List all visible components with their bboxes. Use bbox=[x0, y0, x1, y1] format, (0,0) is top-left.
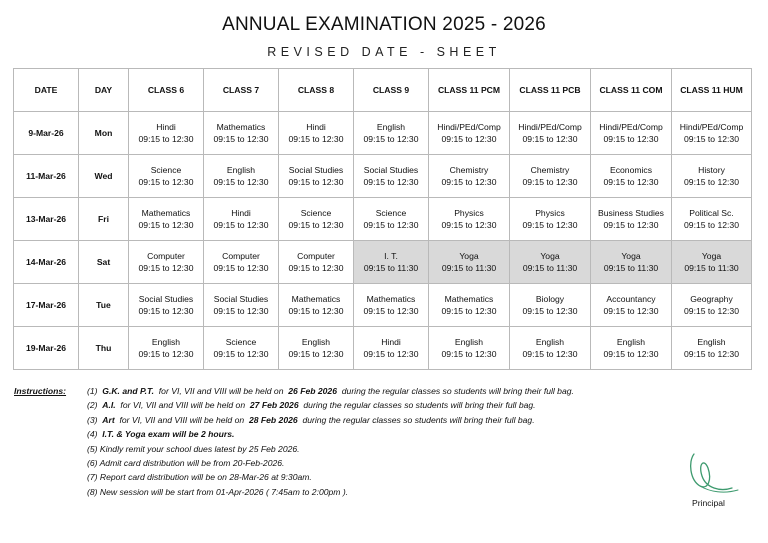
instruction-text: (8) New session will be start from 01-Apr-2026 ( 7:45am to 2:00pm ). bbox=[87, 486, 349, 497]
exam-time: 09:15 to 11:30 bbox=[603, 263, 659, 273]
date-cell: 14-Mar-26 bbox=[14, 241, 79, 284]
exam-time: 09:15 to 12:30 bbox=[288, 349, 344, 359]
exam-subject: English bbox=[454, 337, 484, 347]
exam-cell bbox=[204, 284, 279, 327]
exam-subject: Yoga bbox=[540, 251, 560, 261]
exam-cell bbox=[129, 155, 204, 198]
exam-subject: Social Studies bbox=[363, 165, 419, 175]
instruction-item bbox=[87, 398, 687, 412]
exam-subject: Biology bbox=[535, 294, 565, 304]
exam-subject: Mathematics bbox=[216, 122, 266, 132]
table-row bbox=[14, 327, 752, 370]
instruction-text: for VI, VII and VIII will be held on bbox=[115, 400, 250, 411]
exam-time: 09:15 to 11:30 bbox=[522, 263, 578, 273]
exam-time: 09:15 to 12:30 bbox=[213, 134, 269, 144]
exam-time: 09:15 to 12:30 bbox=[684, 177, 739, 187]
exam-cell bbox=[129, 198, 204, 241]
exam-cell bbox=[129, 112, 204, 155]
exam-subject: Accountancy bbox=[606, 294, 656, 304]
exam-time: 09:15 to 12:30 bbox=[603, 220, 659, 230]
exam-time: 09:15 to 12:30 bbox=[363, 134, 419, 144]
column-header: CLASS 8 bbox=[279, 69, 354, 112]
exam-cell bbox=[354, 284, 429, 327]
exam-cell bbox=[129, 284, 204, 327]
exam-time: 09:15 to 12:30 bbox=[288, 306, 344, 316]
exam-cell bbox=[279, 112, 354, 155]
exam-subject: Social Studies bbox=[213, 294, 269, 304]
exam-subject: Physics bbox=[535, 208, 565, 218]
exam-subject: Science bbox=[150, 165, 182, 175]
instruction-text: (2) bbox=[87, 400, 103, 411]
column-header: CLASS 7 bbox=[204, 69, 279, 112]
exam-subject: Business Studies bbox=[598, 208, 664, 218]
exam-cell bbox=[429, 198, 510, 241]
exam-time: 09:15 to 12:30 bbox=[288, 220, 344, 230]
column-header: DAY bbox=[79, 69, 129, 112]
exam-time: 09:15 to 12:30 bbox=[213, 349, 269, 359]
exam-cell bbox=[204, 155, 279, 198]
exam-time: 09:15 to 12:30 bbox=[138, 306, 194, 316]
exam-subject: History bbox=[698, 165, 725, 175]
instruction-item bbox=[87, 413, 687, 427]
instruction-item bbox=[87, 456, 687, 470]
exam-time: 09:15 to 12:30 bbox=[441, 349, 497, 359]
exam-cell bbox=[672, 155, 752, 198]
exam-subject: Science bbox=[225, 337, 257, 347]
instruction-item bbox=[87, 442, 687, 456]
instruction-text: (7) Report card distribution will be on 28-Mar-26 at 9:30am. bbox=[87, 472, 312, 483]
exam-cell bbox=[591, 241, 672, 284]
instruction-item bbox=[87, 384, 687, 398]
exam-subject: Yoga bbox=[701, 251, 722, 261]
day-cell: Mon bbox=[79, 112, 129, 155]
instruction-emphasis: A.I. bbox=[102, 400, 116, 411]
exam-cell bbox=[129, 327, 204, 370]
exam-subject: Hindi/PEd/Comp bbox=[679, 122, 744, 132]
exam-subject: Mathematics bbox=[444, 294, 494, 304]
exam-subject: Hindi/PEd/Comp bbox=[437, 122, 501, 132]
exam-time: 09:15 to 12:30 bbox=[684, 220, 739, 230]
instruction-emphasis: 27 Feb 2026 bbox=[249, 400, 299, 411]
exam-time: 09:15 to 12:30 bbox=[138, 349, 194, 359]
exam-subject: Social Studies bbox=[138, 294, 194, 304]
table-row bbox=[14, 155, 752, 198]
column-header: CLASS 11 COM bbox=[591, 69, 672, 112]
exam-subject: English bbox=[697, 337, 726, 347]
exam-time: 09:15 to 12:30 bbox=[684, 349, 739, 359]
day-cell: Wed bbox=[79, 155, 129, 198]
instruction-item bbox=[87, 470, 687, 484]
exam-time: 09:15 to 12:30 bbox=[441, 306, 497, 316]
exam-subject: Hindi/PEd/Comp bbox=[599, 122, 663, 132]
exam-cell bbox=[672, 198, 752, 241]
exam-time: 09:15 to 12:30 bbox=[603, 177, 659, 187]
page-subtitle: REVISED DATE - SHEET bbox=[267, 45, 501, 59]
exam-cell bbox=[591, 155, 672, 198]
instruction-text: during the regular classes so students will bring their full bag. bbox=[298, 400, 536, 411]
date-cell: 13-Mar-26 bbox=[14, 198, 79, 241]
exam-cell bbox=[591, 327, 672, 370]
column-header: CLASS 9 bbox=[354, 69, 429, 112]
exam-subject: English bbox=[376, 122, 406, 132]
instruction-emphasis: G.K. and P.T. bbox=[102, 386, 155, 396]
exam-subject: Economics bbox=[609, 165, 653, 175]
exam-subject: Hindi bbox=[306, 122, 326, 132]
instruction-text: (5) Kindly remit your school dues latest by 25 Feb 2026. bbox=[87, 443, 300, 454]
exam-cell bbox=[672, 112, 752, 155]
principal-signature bbox=[680, 450, 744, 496]
column-header: CLASS 6 bbox=[129, 69, 204, 112]
exam-time: 09:15 to 12:30 bbox=[603, 349, 659, 359]
exam-subject: Social Studies bbox=[288, 165, 344, 175]
exam-cell bbox=[510, 327, 591, 370]
exam-subject: Geography bbox=[690, 294, 733, 304]
day-cell: Sat bbox=[79, 241, 129, 284]
exam-cell bbox=[672, 241, 752, 284]
date-cell: 11-Mar-26 bbox=[14, 155, 79, 198]
instruction-text: during the regular classes so students will bring their full bag. bbox=[297, 414, 535, 425]
instruction-text: (1) bbox=[87, 386, 103, 396]
exam-time: 09:15 to 12:30 bbox=[522, 349, 578, 359]
exam-time: 09:15 to 12:30 bbox=[522, 134, 578, 144]
exam-cell bbox=[429, 155, 510, 198]
exam-cell bbox=[510, 284, 591, 327]
date-sheet-table bbox=[13, 68, 752, 370]
exam-subject: English bbox=[151, 337, 181, 347]
exam-cell bbox=[672, 284, 752, 327]
instruction-emphasis: 26 Feb 2026 bbox=[288, 386, 337, 396]
exam-time: 09:15 to 11:30 bbox=[441, 263, 497, 273]
exam-time: 09:15 to 12:30 bbox=[684, 306, 739, 316]
exam-cell bbox=[204, 112, 279, 155]
exam-cell bbox=[429, 284, 510, 327]
instruction-text: (6) Admit card distribution will be from 20-Feb-2026. bbox=[87, 458, 285, 469]
instruction-emphasis: I.T. & Yoga exam will be 2 hours. bbox=[102, 429, 235, 440]
exam-cell bbox=[591, 112, 672, 155]
date-cell: 9-Mar-26 bbox=[14, 112, 79, 155]
exam-cell bbox=[279, 327, 354, 370]
day-cell: Fri bbox=[79, 198, 129, 241]
exam-subject: Computer bbox=[147, 251, 185, 261]
exam-subject: English bbox=[535, 337, 565, 347]
exam-subject: Hindi bbox=[381, 337, 401, 347]
exam-time: 09:15 to 12:30 bbox=[522, 306, 578, 316]
exam-subject: Science bbox=[375, 208, 407, 218]
exam-time: 09:15 to 12:30 bbox=[363, 349, 419, 359]
exam-time: 09:15 to 12:30 bbox=[213, 177, 269, 187]
exam-time: 09:15 to 12:30 bbox=[363, 220, 419, 230]
exam-time: 09:15 to 12:30 bbox=[288, 177, 344, 187]
exam-time: 09:15 to 12:30 bbox=[138, 220, 194, 230]
exam-subject: English bbox=[301, 337, 331, 347]
exam-cell bbox=[429, 327, 510, 370]
exam-time: 09:15 to 12:30 bbox=[138, 177, 194, 187]
exam-subject: Physics bbox=[454, 208, 484, 218]
exam-cell bbox=[204, 327, 279, 370]
day-cell: Thu bbox=[79, 327, 129, 370]
column-header: DATE bbox=[14, 69, 79, 112]
column-header: CLASS 11 HUM bbox=[672, 69, 752, 112]
instructions-label: Instructions: bbox=[14, 386, 67, 396]
exam-time: 09:15 to 12:30 bbox=[213, 263, 269, 273]
exam-time: 09:15 to 12:30 bbox=[288, 134, 344, 144]
exam-subject: Political Sc. bbox=[689, 208, 734, 218]
column-header: CLASS 11 PCM bbox=[429, 69, 510, 112]
exam-cell bbox=[129, 241, 204, 284]
exam-subject: Yoga bbox=[621, 251, 641, 261]
table-row bbox=[14, 198, 752, 241]
instruction-text: (4) bbox=[87, 429, 103, 440]
exam-subject: Hindi/PEd/Comp bbox=[518, 122, 582, 132]
exam-time: 09:15 to 12:30 bbox=[138, 134, 194, 144]
exam-time: 09:15 to 12:30 bbox=[522, 177, 578, 187]
exam-time: 09:15 to 11:30 bbox=[363, 263, 419, 273]
exam-cell bbox=[354, 198, 429, 241]
exam-cell bbox=[429, 241, 510, 284]
exam-subject: Mathematics bbox=[291, 294, 341, 304]
exam-subject: Hindi bbox=[231, 208, 251, 218]
exam-subject: Chemistry bbox=[449, 165, 489, 175]
table-row bbox=[14, 241, 752, 284]
exam-subject: Science bbox=[300, 208, 332, 218]
exam-subject: English bbox=[616, 337, 646, 347]
exam-subject: Chemistry bbox=[530, 165, 570, 175]
exam-cell bbox=[429, 112, 510, 155]
instructions-list bbox=[87, 384, 687, 499]
exam-time: 09:15 to 12:30 bbox=[603, 134, 659, 144]
table-header-row bbox=[14, 69, 752, 112]
exam-subject: English bbox=[226, 165, 256, 175]
table-row bbox=[14, 284, 752, 327]
exam-cell bbox=[279, 241, 354, 284]
exam-cell bbox=[354, 112, 429, 155]
exam-time: 09:15 to 11:30 bbox=[684, 263, 739, 273]
page-title: ANNUAL EXAMINATION 2025 - 2026 bbox=[222, 14, 546, 35]
exam-subject: Mathematics bbox=[366, 294, 416, 304]
exam-subject: Mathematics bbox=[141, 208, 191, 218]
exam-subject: Computer bbox=[222, 251, 260, 261]
exam-cell bbox=[354, 241, 429, 284]
exam-time: 09:15 to 12:30 bbox=[522, 220, 578, 230]
instruction-emphasis: 28 Feb 2026 bbox=[248, 414, 298, 425]
exam-cell bbox=[204, 241, 279, 284]
exam-time: 09:15 to 12:30 bbox=[213, 306, 269, 316]
exam-subject: Yoga bbox=[459, 251, 479, 261]
exam-time: 09:15 to 12:30 bbox=[288, 263, 344, 273]
exam-time: 09:15 to 12:30 bbox=[363, 306, 419, 316]
day-cell: Tue bbox=[79, 284, 129, 327]
exam-time: 09:15 to 12:30 bbox=[684, 134, 739, 144]
exam-cell bbox=[279, 284, 354, 327]
instruction-item bbox=[87, 485, 687, 499]
instruction-text: (3) bbox=[87, 414, 103, 425]
exam-cell bbox=[510, 241, 591, 284]
exam-cell bbox=[279, 198, 354, 241]
exam-subject: I. T. bbox=[384, 251, 398, 261]
date-cell: 17-Mar-26 bbox=[14, 284, 79, 327]
instruction-item bbox=[87, 427, 687, 441]
principal-label: Principal bbox=[692, 498, 725, 508]
exam-time: 09:15 to 12:30 bbox=[441, 177, 497, 187]
exam-cell bbox=[591, 198, 672, 241]
exam-cell bbox=[510, 155, 591, 198]
exam-cell bbox=[279, 155, 354, 198]
exam-time: 09:15 to 12:30 bbox=[363, 177, 419, 187]
instruction-text: during the regular classes so students will bring their full bag. bbox=[336, 386, 574, 396]
exam-cell bbox=[354, 327, 429, 370]
exam-time: 09:15 to 12:30 bbox=[603, 306, 659, 316]
exam-cell bbox=[354, 155, 429, 198]
instruction-text: for VI, VII and VIII will be held on bbox=[154, 386, 289, 396]
instruction-text: for VI, VII and VIII will be held on bbox=[114, 414, 249, 425]
column-header: CLASS 11 PCB bbox=[510, 69, 591, 112]
exam-cell bbox=[510, 198, 591, 241]
date-cell: 19-Mar-26 bbox=[14, 327, 79, 370]
exam-cell bbox=[672, 327, 752, 370]
instruction-emphasis: Art bbox=[102, 414, 115, 425]
exam-cell bbox=[204, 198, 279, 241]
exam-time: 09:15 to 12:30 bbox=[138, 263, 194, 273]
exam-time: 09:15 to 12:30 bbox=[441, 220, 497, 230]
exam-cell bbox=[510, 112, 591, 155]
exam-time: 09:15 to 12:30 bbox=[213, 220, 269, 230]
exam-subject: Computer bbox=[297, 251, 335, 261]
exam-subject: Hindi bbox=[156, 122, 176, 132]
exam-cell bbox=[591, 284, 672, 327]
exam-time: 09:15 to 12:30 bbox=[441, 134, 497, 144]
table-row bbox=[14, 112, 752, 155]
